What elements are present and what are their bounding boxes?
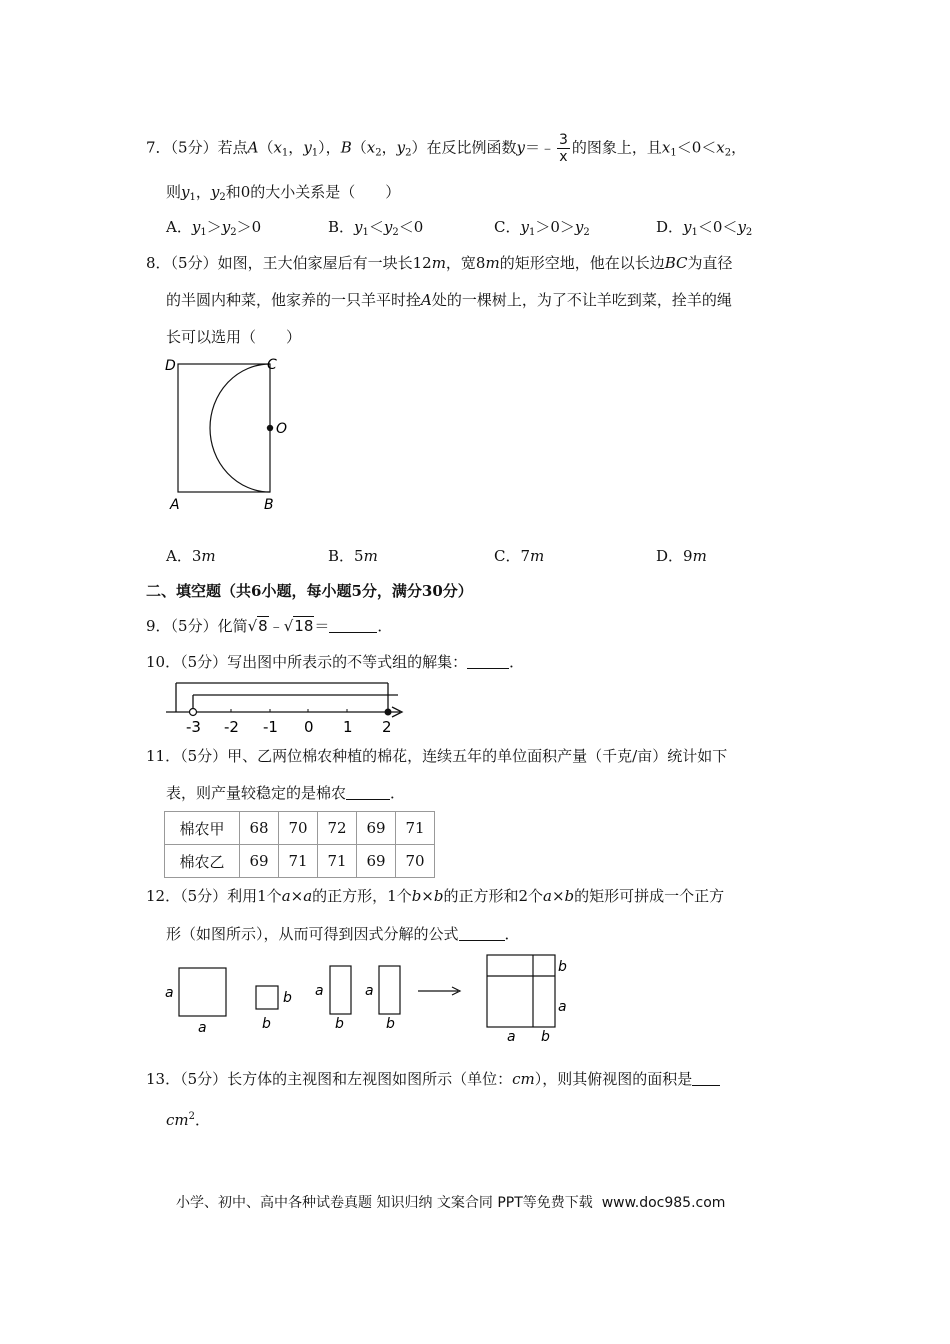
label-b: b <box>558 959 567 975</box>
q13-answer-blank[interactable] <box>692 1071 720 1086</box>
combined-square <box>487 955 555 1027</box>
table-cell: 70 <box>396 845 435 878</box>
q7-option-c[interactable]: C．$y_1>0>y_2$ <box>494 218 590 238</box>
q8-option-b[interactable]: B．5m <box>328 547 378 565</box>
tick-label: 2 <box>382 718 392 736</box>
rectangle-ab-2 <box>379 966 400 1014</box>
label-b: b <box>386 1016 395 1032</box>
q8-option-c[interactable]: C．7m <box>494 547 545 565</box>
label-a: A <box>170 497 180 513</box>
q7-option-b[interactable]: B．$y_1<y_2<0$ <box>328 218 424 238</box>
footer-banner <box>176 1192 725 1212</box>
rectangle-abcd <box>178 364 270 492</box>
label-a: a <box>365 983 374 999</box>
label-b: b <box>335 1016 344 1032</box>
q8-line2: 的半圆内种菜，他家养的一只羊平时拴A处的一棵树上，为了不让羊吃到菜，拴羊的绳 <box>166 291 732 309</box>
label-b: b <box>541 1029 550 1045</box>
label-a: a <box>315 983 324 999</box>
q9-line: 9．（5分）化简√8﹣√18＝ ． <box>146 617 393 635</box>
tick-label: -3 <box>186 718 201 736</box>
table-cell: 69 <box>357 812 396 845</box>
table-row <box>165 812 435 845</box>
fraction-3-over-x: $\frac{3}{x}$ <box>558 132 568 165</box>
q12-line1: 12．（5分）利用1个a×a的正方形，1个b×b的正方形和2个a×b的矩形可拼成一个正方 <box>146 887 725 905</box>
table-cell: 70 <box>279 812 318 845</box>
label-a: a <box>198 1020 207 1036</box>
q7-line1: 7．（5分）若点$A(x_1$，$y_1$），$B(x_2$，$y_2$）在反比例函数y＝﹣ $\frac{3}{x}$ 的图象上，且$x_1<0<x_2$， <box>146 132 747 165</box>
label-o: O <box>276 421 288 437</box>
sqrt-8: √8 <box>247 617 268 635</box>
q11-line1: 11．（5分）甲、乙两位棉农种植的棉花，连续五年的单位面积产量（千克/亩）统计如下 <box>146 747 728 765</box>
q13-line1: 13．（5分）长方体的主视图和左视图如图所示（单位：cm），则其俯视图的面积是 <box>146 1069 720 1089</box>
q7-option-a[interactable]: A．$y_1>y_2>0$ <box>166 218 262 238</box>
cotton-yield-table <box>164 811 435 878</box>
q7-option-d[interactable]: D．$y_1<0<y_2$ <box>656 218 753 238</box>
label-a: a <box>507 1029 516 1045</box>
open-point-neg3 <box>190 709 197 716</box>
label-b: b <box>283 990 292 1006</box>
square-b <box>256 986 278 1009</box>
q11-answer-blank[interactable] <box>346 785 390 800</box>
footer-text: 小学、初中、高中各种试卷真题 知识归纳 文案合同 PPT等免费下载 <box>176 1195 593 1211</box>
label-d: D <box>165 358 176 374</box>
table-row <box>165 845 435 878</box>
q11-line2: 表，则产量较稳定的是棉农 ． <box>166 784 406 802</box>
table-cell: 68 <box>240 812 279 845</box>
q12-answer-blank[interactable] <box>459 926 505 941</box>
q10-number-line <box>160 676 410 738</box>
tick-label: -2 <box>224 718 239 736</box>
label-b: B <box>264 497 274 513</box>
label-c: C <box>267 357 277 373</box>
label-a: a <box>165 985 174 1001</box>
q8-line1: 8．（5分）如图，王大伯家屋后有一块长12m，宽8m的矩形空地，他在以长边BC为直径 <box>146 254 733 272</box>
table-cell: 69 <box>240 845 279 878</box>
point-o <box>267 425 273 431</box>
rectangle-ab-1 <box>330 966 351 1014</box>
q9-answer-blank[interactable] <box>329 618 377 633</box>
q13-line2: $cm^2$． <box>166 1111 211 1129</box>
square-a <box>179 968 226 1016</box>
tick-label: 1 <box>343 718 353 736</box>
closed-point-2 <box>385 709 392 716</box>
footer-link[interactable]: www.doc985.com <box>601 1195 726 1211</box>
table-cell: 69 <box>357 845 396 878</box>
q10-answer-blank[interactable] <box>467 654 509 669</box>
label-b: b <box>262 1016 271 1032</box>
semicircle-arc <box>210 364 270 492</box>
table-cell: 71 <box>396 812 435 845</box>
sqrt-18: √18 <box>283 617 314 635</box>
table-cell: 72 <box>318 812 357 845</box>
row-header: 棉农甲 <box>165 812 240 845</box>
q12-line2: 形（如图所示），从而可得到因式分解的公式 ． <box>166 925 520 943</box>
tick-label: 0 <box>304 718 314 736</box>
q8-option-d[interactable]: D．9m <box>656 547 707 565</box>
table-cell: 71 <box>318 845 357 878</box>
q10-line: 10．（5分）写出图中所表示的不等式组的解集： ． <box>146 653 525 671</box>
table-cell: 71 <box>279 845 318 878</box>
section-2-heading: 二、填空题（共6小题，每小题5分，满分30分） <box>146 582 473 600</box>
label-a: a <box>558 999 567 1015</box>
q12-square-tiles-figure <box>160 950 580 1050</box>
q7-line2: 则$y_1$，$y_2$和0的大小关系是（ ） <box>166 183 401 203</box>
q8-line3: 长可以选用（ ） <box>166 328 302 346</box>
row-header: 棉农乙 <box>165 845 240 878</box>
q8-figure-rectangle-semicircle <box>160 352 300 517</box>
q8-option-a[interactable]: A．3m <box>166 547 216 565</box>
tick-label: -1 <box>263 718 278 736</box>
